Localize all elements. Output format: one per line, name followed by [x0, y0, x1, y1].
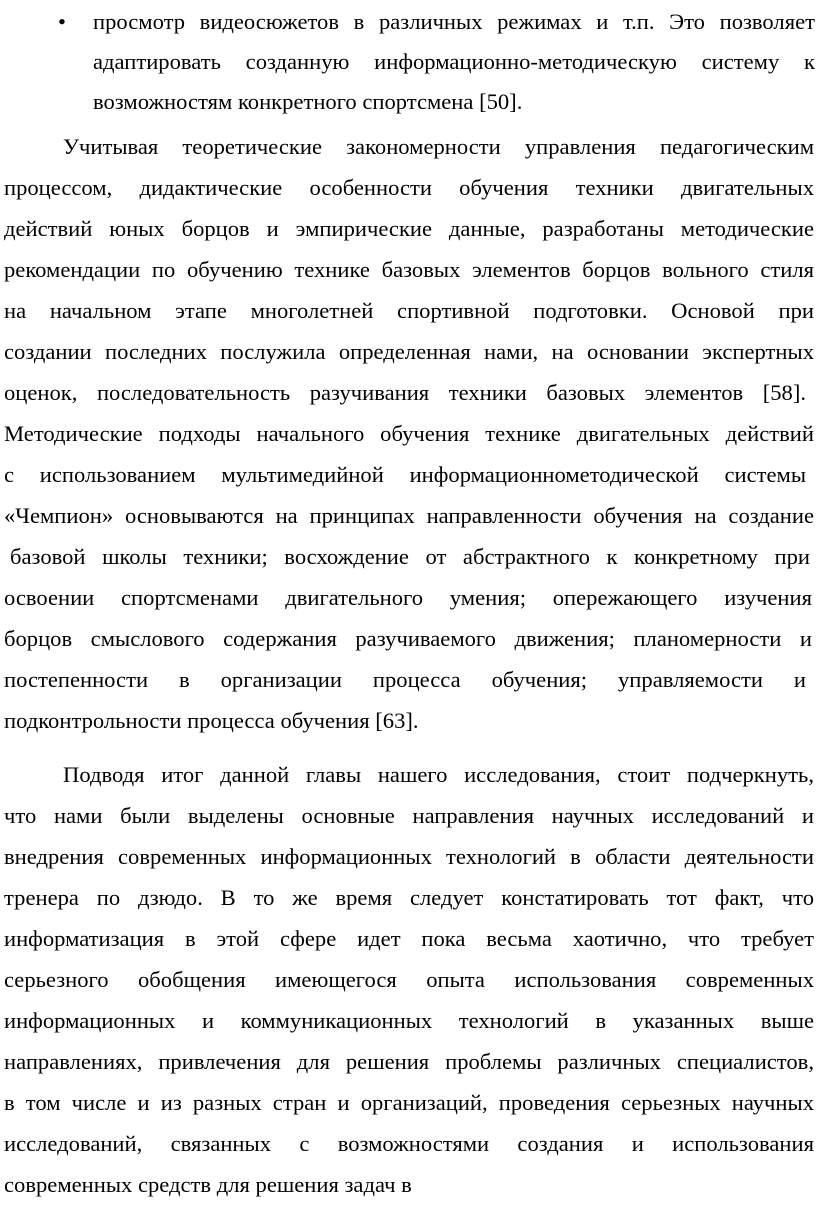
- text-line: [0, 755, 816, 795]
- text-line: [0, 578, 816, 618]
- line-text: оценок, последовательность разучивания техники базовых элементов [58].: [4, 380, 806, 405]
- line-text: «Чемпион» основываются на принципах направленности обучения на создание: [4, 503, 814, 528]
- text-line: [0, 414, 816, 454]
- line-text: что нами были выделены основные направления научных исследований и: [4, 803, 814, 828]
- line-text: Методические подходы начального обучения технике двигательных действий: [4, 421, 814, 446]
- line-text: базовой школы техники; восхождение от абстрактного к конкретному при: [10, 544, 810, 569]
- line-text: современных средств для решения задач в: [4, 1172, 412, 1197]
- text-line: [0, 1001, 816, 1041]
- text-line: [0, 1165, 816, 1205]
- text-line: [0, 1083, 816, 1123]
- line-text: с использованием мультимедийной информационнометодической системы: [4, 462, 806, 487]
- line-text: в том числе и из разных стран и организаций, проведения серьезных научных: [4, 1090, 814, 1115]
- bullet-icon: •: [58, 9, 66, 34]
- text-line: [0, 291, 816, 331]
- text-line: [0, 878, 816, 918]
- line-text: подконтрольности процесса обучения [63].: [4, 708, 419, 733]
- line-text: процессом, дидактические особенности обучения техники двигательных: [4, 175, 814, 200]
- line-text: исследований, связанных с возможностями создания и использования: [4, 1131, 814, 1156]
- text-line: [0, 960, 816, 1000]
- line-text: информационных и коммуникационных технологий в указанных выше: [4, 1008, 814, 1033]
- line-text: просмотр видеосюжетов в различных режимах и т.п. Это позволяет: [93, 9, 815, 34]
- line-text: серьезного обобщения имеющегося опыта использования современных: [4, 967, 814, 992]
- text-line: [0, 168, 816, 208]
- line-text: адаптировать созданную информационно-методическую систему к: [93, 49, 815, 74]
- text-line: [0, 82, 816, 122]
- text-line: [0, 2, 816, 42]
- text-line: [0, 455, 816, 495]
- text-line: [0, 537, 816, 577]
- line-text: информатизация в этой сфере идет пока весьма хаотично, что требует: [4, 926, 814, 951]
- line-text: внедрения современных информационных технологий в области деятельности: [4, 844, 814, 869]
- line-text: создании последних послужила определенная нами, на основании экспертных: [4, 339, 814, 364]
- text-line: [0, 919, 816, 959]
- line-text: действий юных борцов и эмпирические данные, разработаны методические: [4, 216, 814, 241]
- line-text: Учитывая теоретические закономерности управления педагогическим: [63, 134, 814, 159]
- text-line: [0, 496, 816, 536]
- line-text: борцов смыслового содержания разучиваемого движения; планомерности и: [4, 626, 812, 651]
- text-line: [0, 127, 816, 167]
- text-line: [0, 1124, 816, 1164]
- text-line: [0, 796, 816, 836]
- text-line: [0, 42, 816, 82]
- text-line: [0, 1042, 816, 1082]
- line-text: Подводя итог данной главы нашего исследования, стоит подчеркнуть,: [63, 762, 814, 787]
- text-line: [0, 619, 816, 659]
- line-text: возможностям конкретного спортсмена [50].: [93, 89, 523, 114]
- line-text: направлениях, привлечения для решения проблемы различных специалистов,: [4, 1049, 814, 1074]
- text-line: [0, 209, 816, 249]
- line-text: рекомендации по обучению технике базовых элементов борцов вольного стиля: [4, 257, 814, 282]
- text-line: [0, 373, 816, 413]
- text-line: [0, 332, 816, 372]
- text-line: [0, 837, 816, 877]
- line-text: постепенности в организации процесса обучения; управляемости и: [4, 667, 806, 692]
- text-line: [0, 660, 816, 700]
- line-text: освоении спортсменами двигательного умения; опережающего изучения: [4, 585, 812, 610]
- line-text: тренера по дзюдо. В то же время следует констатировать тот факт, что: [4, 885, 814, 910]
- text-line: [0, 701, 816, 741]
- text-line: [0, 250, 816, 290]
- line-text: на начальном этапе многолетней спортивной подготовки. Основой при: [4, 298, 814, 323]
